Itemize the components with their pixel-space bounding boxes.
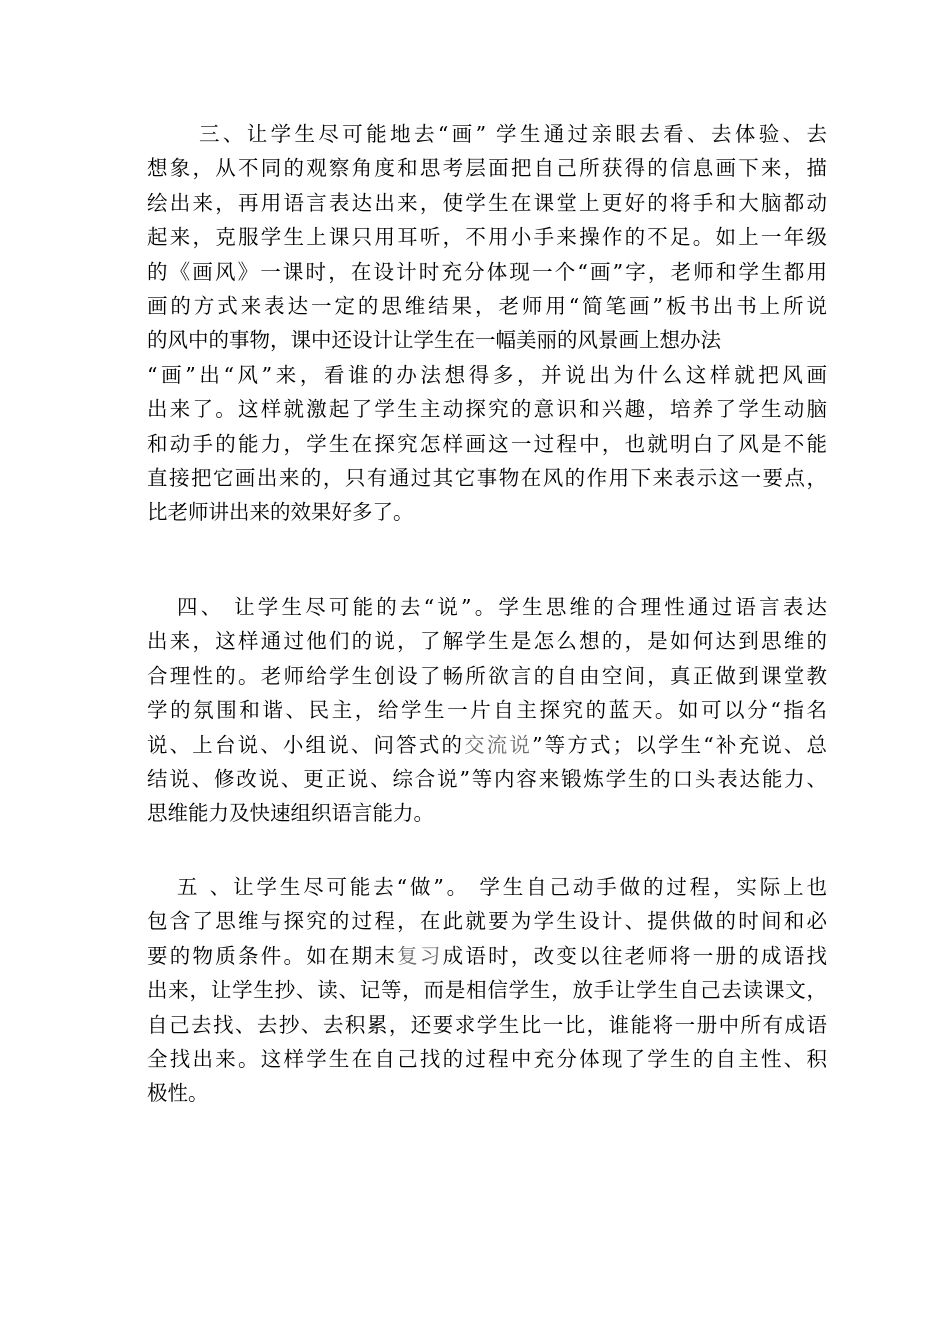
text-line: 起来，克服学生上课只用耳听，不用小手来操作的不足。如上一年级 xyxy=(147,225,827,250)
paragraph-drawing xyxy=(147,117,827,530)
text-line: 绘出来，再用语言表达出来，使学生在课堂上更好的将手和大脑都动 xyxy=(147,190,827,215)
text-segment: 成语时，改变以往老师将一册的成语找 xyxy=(442,943,827,968)
text-line: 的《画风》一课时，在设计时充分体现一个“画”字，老师和学生都用 xyxy=(147,259,827,284)
paragraph-doing xyxy=(147,870,827,1111)
text-line: 想象，从不同的观察角度和思考层面把自己所获得的信息画下来，描 xyxy=(147,156,827,181)
text-line: 出来，让学生抄、读、记等，而是相信学生，放手让学生自己去读课文， xyxy=(147,978,827,1003)
text-line: 学的氛围和谐、民主，给学生一片自主探究的蓝天。如可以分“指名 xyxy=(147,698,827,723)
text-line: 思维能力及快速组织语言能力。 xyxy=(147,801,434,826)
text-line xyxy=(147,728,827,762)
text-line: 自己去找、去抄、去积累，还要求学生比一比，谁能将一册中所有成语 xyxy=(147,1012,827,1037)
text-line: 画的方式来表达一定的思维结果，老师用“简笔画”板书出书上所说 xyxy=(147,293,827,318)
text-segment: 说、上台说、小组说、问答式的 xyxy=(147,732,465,757)
text-line: 结说、修改说、更正说、综合说”等内容来锻炼学生的口头表达能力、 xyxy=(147,766,827,791)
text-line: 比老师讲出来的效果好多了。 xyxy=(147,500,414,525)
text-line: 合理性的。老师给学生创设了畅所欲言的自由空间，真正做到课堂教 xyxy=(147,663,827,688)
text-line: 五 、让学生尽可能去“做”。 学生自己动手做的过程，实际上也 xyxy=(177,875,827,899)
text-segment: 要的物质条件。如在期末 xyxy=(147,943,398,968)
text-line: “画”出“风”来，看谁的办法想得多，并说出为什么这样就把风画 xyxy=(147,362,827,387)
text-line: 包含了思维与探究的过程，在此就要为学生设计、提供做的时间和必 xyxy=(147,909,827,934)
text-line: 四、 让学生尽可能的去“说”。学生思维的合理性通过语言表达 xyxy=(177,595,827,619)
text-line: 和动手的能力，学生在探究怎样画这一过程中，也就明白了风是不能 xyxy=(147,431,827,456)
text-line: 出来了。这样就激起了学生主动探究的意识和兴趣，培养了学生动脑 xyxy=(147,397,827,422)
text-line: 三、让学生尽可能地去“画” 学生通过亲眼去看、去体验、去 xyxy=(199,122,827,146)
text-line: 极性。 xyxy=(147,1081,209,1106)
text-line: 全找出来。这样学生在自己找的过程中充分体现了学生的自主性、积 xyxy=(147,1046,827,1071)
highlighted-term: 复习 xyxy=(397,943,443,968)
text-line: 直接把它画出来的，只有通过其它事物在风的作用下来表示这一要点， xyxy=(147,465,827,490)
paragraph-speaking xyxy=(147,590,827,831)
text-line: 出来，这样通过他们的说，了解学生是怎么想的，是如何达到思维的 xyxy=(147,629,827,654)
text-segment: ”等方式；以学生“补充说、总 xyxy=(532,732,827,757)
text-line: 的风中的事物，课中还设计让学生在一幅美丽的风景画上想办法 xyxy=(147,328,721,353)
highlighted-term: 交流说 xyxy=(464,732,533,757)
text-line xyxy=(147,939,827,973)
